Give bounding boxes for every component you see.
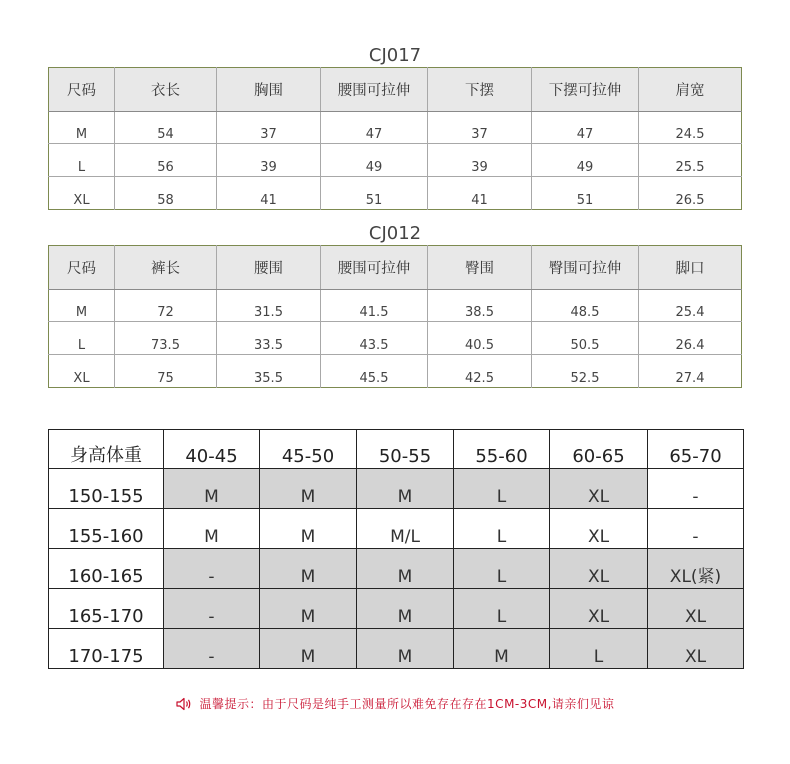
- table-cell: 51: [321, 177, 428, 210]
- fit-cell: M: [164, 469, 260, 509]
- table-cell: 43.5: [321, 322, 428, 355]
- fit-cell: M: [357, 629, 454, 669]
- fit-cell: M: [260, 589, 357, 629]
- table-cell: 40.5: [428, 322, 532, 355]
- fit-cell: M: [357, 469, 454, 509]
- table-cell: 54: [115, 112, 217, 144]
- table-cell: 72: [115, 290, 217, 322]
- fit-cell: M: [357, 549, 454, 589]
- table-cell: 25.5: [639, 144, 742, 177]
- fit-cell: M: [164, 509, 260, 549]
- table-header-row: [49, 246, 742, 290]
- height-range-cell: 165-170: [49, 589, 164, 629]
- fit-cell: L: [454, 589, 550, 629]
- tip-text: 温馨提示：由于尺码是纯手工测量所以难免存在存在1CM-3CM,请亲们见谅: [199, 697, 615, 711]
- table-cell: 42.5: [428, 355, 532, 388]
- corner-cell: 身高体重: [49, 430, 164, 469]
- table-cell: 49: [532, 144, 639, 177]
- table-cell: 33.5: [217, 322, 321, 355]
- fit-cell: L: [454, 469, 550, 509]
- fit-cell: XL: [550, 509, 648, 549]
- fit-cell: L: [550, 629, 648, 669]
- table-cell: 37: [217, 112, 321, 144]
- table-cell: 75: [115, 355, 217, 388]
- fit-cell: XL: [648, 589, 744, 629]
- fit-cell: -: [648, 469, 744, 509]
- weight-range-header: 60-65: [550, 430, 648, 469]
- table2-title: CJ012: [368, 223, 422, 244]
- table1-title: CJ017: [368, 45, 422, 66]
- size-table-cj017: [48, 67, 742, 210]
- height-range-cell: 170-175: [49, 629, 164, 669]
- weight-range-header: 40-45: [164, 430, 260, 469]
- height-range-cell: 160-165: [49, 549, 164, 589]
- table-cell: 38.5: [428, 290, 532, 322]
- table-row: [49, 290, 742, 322]
- table-cell: 41: [428, 177, 532, 210]
- fit-cell: M: [357, 589, 454, 629]
- table-cell: 41: [217, 177, 321, 210]
- table-cell: 26.5: [639, 177, 742, 210]
- header-cell: 臀围: [428, 246, 532, 290]
- table-cell: 35.5: [217, 355, 321, 388]
- header-cell: 脚口: [639, 246, 742, 290]
- fit-cell: XL: [648, 629, 744, 669]
- fit-table-row: [49, 589, 744, 629]
- fit-table-row: [49, 509, 744, 549]
- table-cell: 31.5: [217, 290, 321, 322]
- table-cell: L: [49, 322, 115, 355]
- table-cell: 24.5: [639, 112, 742, 144]
- header-cell: 胸围: [217, 68, 321, 112]
- fit-cell: L: [454, 509, 550, 549]
- table-cell: 25.4: [639, 290, 742, 322]
- header-cell: 腰围: [217, 246, 321, 290]
- fit-cell: M: [260, 469, 357, 509]
- table-header-row: [49, 68, 742, 112]
- header-cell: 尺码: [49, 246, 115, 290]
- fit-cell: XL(紧): [648, 549, 744, 589]
- height-range-cell: 150-155: [49, 469, 164, 509]
- header-cell: 下摆可拉伸: [532, 68, 639, 112]
- size-table-cj012: [48, 245, 742, 388]
- fit-cell: M: [260, 629, 357, 669]
- table-row: [49, 355, 742, 388]
- weight-range-header: 65-70: [648, 430, 744, 469]
- fit-table-row: [49, 469, 744, 509]
- table-cell: M: [49, 112, 115, 144]
- table-cell: 41.5: [321, 290, 428, 322]
- fit-cell: M: [260, 549, 357, 589]
- table-row: [49, 112, 742, 144]
- table-cell: 51: [532, 177, 639, 210]
- table-cell: XL: [73, 371, 90, 386]
- table-cell: 56: [115, 144, 217, 177]
- table-cell: M: [49, 290, 115, 322]
- height-weight-fit-table: [48, 429, 744, 669]
- header-cell: 肩宽: [639, 68, 742, 112]
- table-cell: 48.5: [532, 290, 639, 322]
- header-cell: 臀围可拉伸: [532, 246, 639, 290]
- header-cell: 下摆: [428, 68, 532, 112]
- table-cell: 49: [321, 144, 428, 177]
- table-cell: 47: [321, 112, 428, 144]
- weight-range-header: 50-55: [357, 430, 454, 469]
- header-cell: 腰围可拉伸: [321, 68, 428, 112]
- fit-table-row: [49, 549, 744, 589]
- table-cell: 26.4: [639, 322, 742, 355]
- table-cell: XL: [73, 193, 90, 208]
- table-cell: 52.5: [532, 355, 639, 388]
- table-cell: 39: [428, 144, 532, 177]
- fit-cell: XL: [550, 469, 648, 509]
- fit-cell: -: [164, 589, 260, 629]
- fit-cell: M: [454, 629, 550, 669]
- fit-cell: -: [648, 509, 744, 549]
- table-cell: 50.5: [532, 322, 639, 355]
- table-cell: 39: [217, 144, 321, 177]
- table-row: [49, 177, 742, 210]
- header-cell: 尺码: [49, 68, 115, 112]
- fit-table-header-row: [49, 430, 744, 469]
- header-cell: 腰围可拉伸: [321, 246, 428, 290]
- weight-range-header: 45-50: [260, 430, 357, 469]
- table-cell: 45.5: [321, 355, 428, 388]
- fit-cell: -: [164, 629, 260, 669]
- fit-cell: L: [454, 549, 550, 589]
- table-cell: 73.5: [115, 322, 217, 355]
- table-row: [49, 322, 742, 355]
- fit-cell: -: [164, 549, 260, 589]
- fit-table-row: [49, 629, 744, 669]
- header-cell: 衣长: [115, 68, 217, 112]
- fit-cell: XL: [550, 589, 648, 629]
- table-cell: 37: [428, 112, 532, 144]
- weight-range-header: 55-60: [454, 430, 550, 469]
- height-range-cell: 155-160: [49, 509, 164, 549]
- table-row: [49, 144, 742, 177]
- table-cell: 27.4: [639, 355, 742, 388]
- speaker-icon: [176, 697, 194, 711]
- fit-cell: M: [260, 509, 357, 549]
- size-tip: [0, 695, 790, 712]
- table-cell: 58: [115, 177, 217, 210]
- table-cell: 47: [532, 112, 639, 144]
- fit-cell: M/L: [357, 509, 454, 549]
- header-cell: 裤长: [115, 246, 217, 290]
- fit-cell: XL: [550, 549, 648, 589]
- table-cell: L: [49, 144, 115, 177]
